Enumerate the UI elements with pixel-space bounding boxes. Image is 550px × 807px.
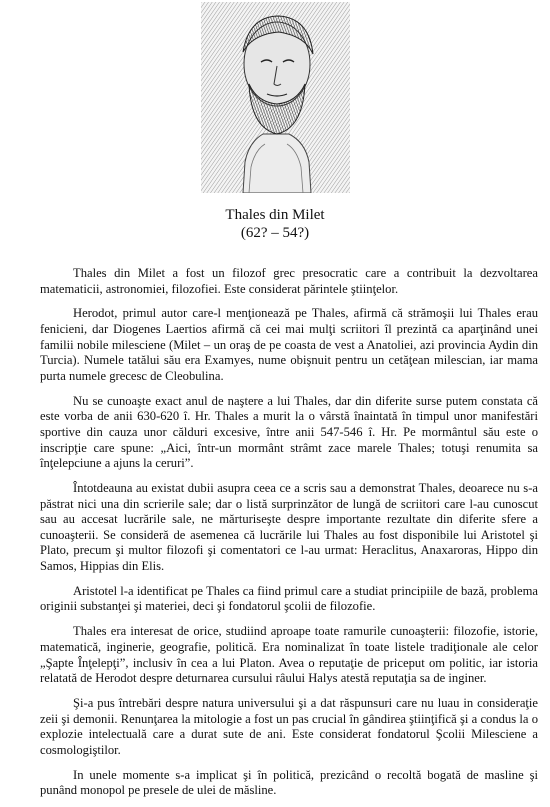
portrait-caption-dates: (62? – 54?) xyxy=(240,225,310,241)
article-body xyxy=(40,266,538,799)
paragraph: Aristotel l-a identificat pe Thales ca fiind primul care a studiat principiile de bază, problema originii substanţei şi materiei, deci şi fondatorul şcolii de filozofie. xyxy=(40,583,538,614)
paragraph: Nu se cunoaşte exact anul de naştere a lui Thales, dar din diferite surse putem constata că este vorba de anii 630-620 î. Hr. Thales a murit la o vârstă înaintată în timpul unor manifestări sportive din cauza unor călduri excesive, între anii 547-546 î. Hr. Pe mormântul său este o inscripţie care spune: „Aici, într-un mormânt strâmt zace marele Thales; totuşi renumita sa înţelepciune a ajuns la ceruri”. xyxy=(40,393,538,471)
paragraph: In unele momente s-a implicat şi în politică, prezicând o recoltă bogată de masline şi punând monopol pe presele de ulei de măsline. xyxy=(40,767,538,798)
paragraph: Întotdeauna au existat dubii asupra ceea ce a scris sau a demonstrat Thales, deoarece nu s-a păstrat nici una din scrierile sale; dar o listă surprinzător de lungă de scriitori care l-au cunoscut sau au accesat lucrările sale, ne mărturiseşte despre importante rezultate din diferite sfere a cunoaşterii. Se consideră de asemenea că lucrările lui Thales au fost disponibile lui Aristotel şi Plato, precum şi multor filozofi şi comentatori ce l-au urmat: Heraclitus, Anaxaroras, Hippo din Samos, Hippias din Elis. xyxy=(40,481,538,573)
bust-portrait-icon xyxy=(201,2,350,193)
paragraph: Herodot, primul autor care-l menţionează pe Thales, afirmă că strămoşii lui Thales erau fenicieni, dar Diogenes Laertios afirmă că cei mai mulţi scriitori îl prezintă ca aparţinând unei familii nobile milesciene (Milet – un oraş de pe coasta de vest a Anatoliei, azi provincia Aydin din Turcia). Numele tatălui său era Examyes, nume obişnuit pentru un cetăţean milescian, iar mama purta numele grecesc de Cleobulina. xyxy=(40,306,538,383)
paragraph: Thales era interesat de orice, studiind aproape toate ramurile cunoaşterii: filozofie, istorie, matematică, inginerie, geografie, politică. Era nominalizat în toate listele tradiţionale ale celor „Şapte Înţelepţi”, inclusiv în cea a lui Platon. Avea o reputaţie de priceput om politic, iar istoria relatată de Herodot despre deturnarea cursului râului Halys atestă reputaţia sa de inginer. xyxy=(40,624,538,686)
paragraph: Şi-a pus întrebări despre natura universului şi a dat răspunsuri care nu luau in consideraţie zeii şi demonii. Renunţarea la mitologie a fost un pas crucial în gândirea ştiinţifică şi a condus la o explozie intelectuală care a durat sute de ani. Este considerat fondatorul Şcolii Milesciene a cosmologiştilor. xyxy=(40,696,538,757)
portrait-caption-title: Thales din Milet xyxy=(225,207,325,223)
paragraph: Thales din Milet a fost un filozof grec presocratic care a contribuit la dezvoltarea matematicii, astronomiei, filozofiei. Este considerat părintele ştiinţelor. xyxy=(40,266,538,296)
